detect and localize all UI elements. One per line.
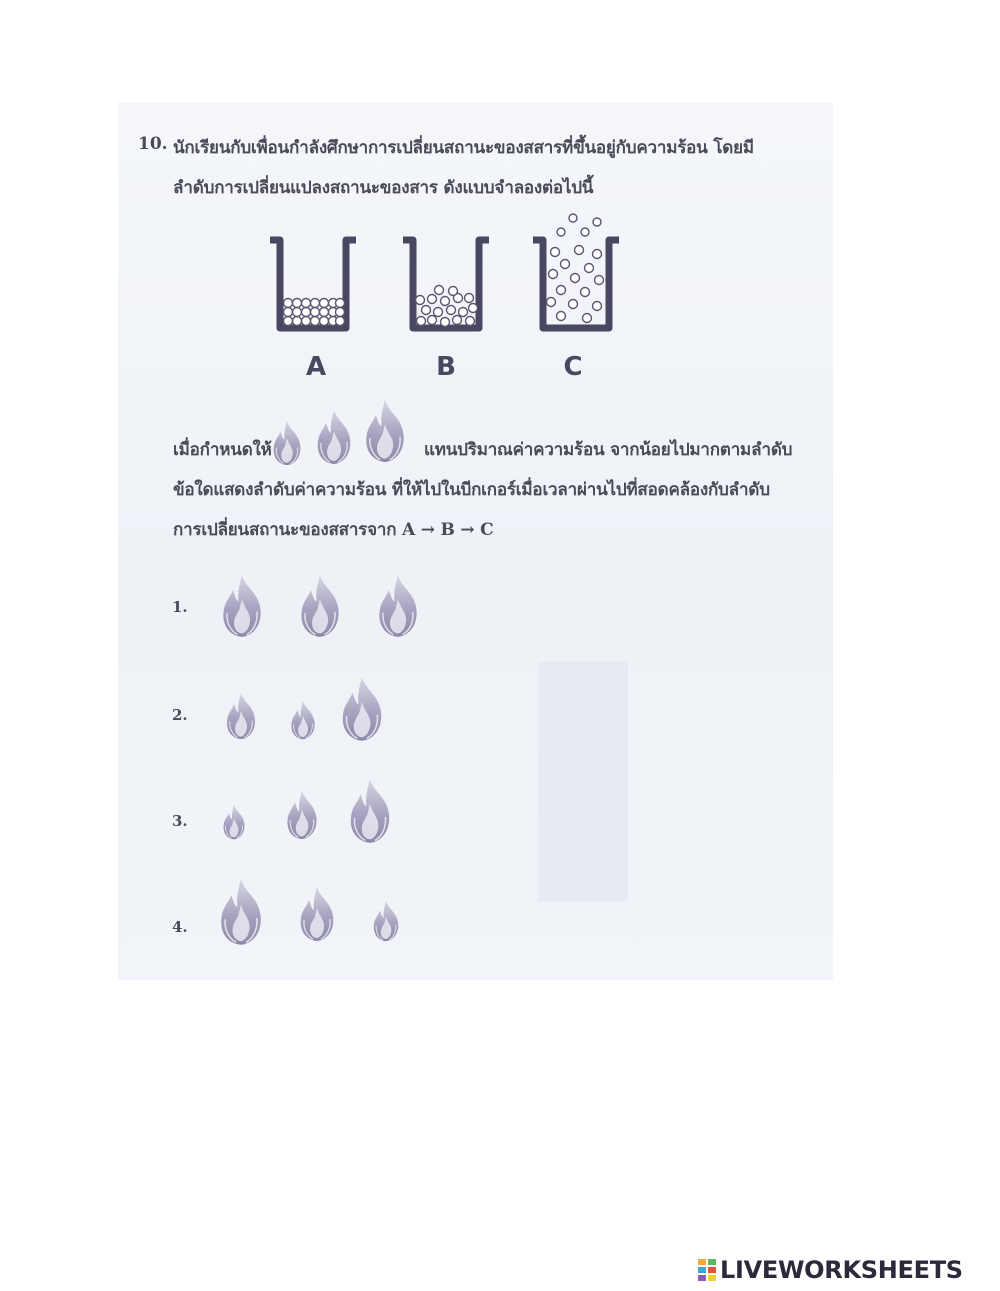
question-line-4: ข้อใดแสดงลำดับค่าความร้อน ที่ให้ไปในบีกเกอร์เมื่อเวลาผ่านไปที่สอดคล้องกับลำดับ — [173, 480, 770, 500]
beaker-label-c: C — [563, 352, 583, 382]
option-3-number: 3. — [172, 812, 188, 830]
beaker-label-a: A — [305, 352, 327, 382]
beaker-c-gas — [531, 208, 623, 334]
option-4-flame-3-icon — [370, 900, 402, 942]
option-4-number: 4. — [172, 918, 188, 936]
option-1-flame-1-icon — [218, 574, 266, 638]
option-1-flame-2-icon — [296, 574, 344, 638]
option-3-flame-2-icon — [284, 790, 320, 840]
option-2-flame-2-icon — [288, 700, 318, 740]
question-number: 10. — [138, 134, 168, 154]
option-1-flame-3-icon — [374, 574, 422, 638]
option-1-number: 1. — [172, 598, 188, 616]
question-line-1: นักเรียนกับเพื่อนกำลังศึกษาการเปลี่ยนสถานะของสสารที่ขึ้นอยู่กับความร้อน โดยมี — [173, 138, 754, 158]
option-4-flame-1-icon — [216, 878, 266, 946]
legend-flame-large-icon — [362, 396, 408, 466]
beaker-a-solid — [268, 236, 358, 334]
liveworksheets-brand — [698, 1255, 963, 1285]
question-line-5: การเปลี่ยนสถานะของสสารจาก A → B → C — [173, 520, 494, 540]
liveworksheets-logo-icon — [698, 1259, 716, 1281]
option-2-flame-1-icon — [222, 692, 260, 740]
beaker-b-liquid — [401, 236, 491, 334]
legend-suffix: แทนปริมาณค่าความร้อน จากน้อยไปมากตามลำดับ — [424, 440, 793, 460]
legend-flame-medium-icon — [314, 408, 354, 466]
brand-name: LIVEWORKSHEETS — [720, 1256, 963, 1284]
option-2-number: 2. — [172, 706, 188, 724]
beaker-label-b: B — [436, 352, 456, 382]
legend-prefix: เมื่อกำหนดให้ — [173, 440, 272, 460]
question-line-2: ลำดับการเปลี่ยนแปลงสถานะของสาร ดังแบบจำลองต่อไปนี้ — [173, 178, 594, 198]
legend-flame-small-icon — [270, 420, 304, 466]
option-4-flame-2-icon — [296, 886, 338, 942]
option-3-flame-3-icon — [346, 778, 394, 844]
option-3-flame-1-icon — [220, 804, 248, 840]
option-2-flame-3-icon — [338, 676, 386, 742]
